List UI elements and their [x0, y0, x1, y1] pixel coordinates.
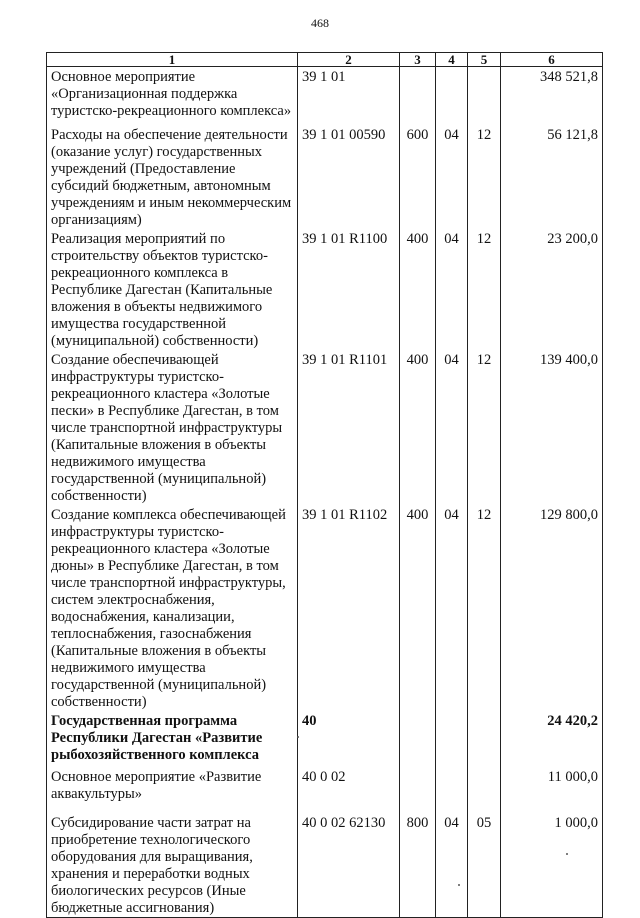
row-vr: 600 [400, 125, 436, 229]
table-row [47, 505, 603, 711]
table-row [47, 67, 603, 125]
row-amount: 23 200,0 [501, 229, 603, 350]
budget-table [46, 52, 603, 918]
row-rz [436, 711, 468, 767]
row-code: 39 1 01 R1100 [298, 229, 400, 350]
row-amount: 139 400,0 [501, 350, 603, 505]
row-name: Основное мероприятие «Организационная поддержка туристско-рекреационного комплекса» [47, 67, 298, 125]
header-row [47, 53, 603, 67]
scan-speck [458, 884, 460, 886]
row-amount: 24 420,2 [501, 711, 603, 767]
table-row [47, 229, 603, 350]
row-vr: 400 [400, 229, 436, 350]
row-name: Государственная программа Республики Дагестан «Развитие рыбохозяйственного комплекса [47, 711, 298, 767]
row-amount: 1 000,0 [501, 813, 603, 918]
row-pr [468, 67, 501, 125]
row-code: 39 1 01 [298, 67, 400, 125]
row-rz: 04 [436, 813, 468, 918]
row-vr [400, 767, 436, 813]
row-name: Субсидирование части затрат на приобретение технологического оборудования для выращивания, хранения и переработки водных биологических ресурсов (Иные бюджетные ассигнования) [47, 813, 298, 918]
row-name: Расходы на обеспечение деятельности (оказание услуг) государственных учреждений (Предоставление субсидий бюджетным, автономным учреждениям и иным некоммерческим организациям) [47, 125, 298, 229]
row-pr [468, 767, 501, 813]
header-col-4: 4 [436, 53, 468, 67]
table-row [47, 813, 603, 918]
row-vr: 400 [400, 350, 436, 505]
row-amount: 56 121,8 [501, 125, 603, 229]
row-vr [400, 67, 436, 125]
row-pr: 12 [468, 229, 501, 350]
scan-speck [566, 853, 568, 855]
page-number: 468 [311, 16, 329, 30]
row-rz: 04 [436, 350, 468, 505]
row-amount: 11 000,0 [501, 767, 603, 813]
row-pr [468, 711, 501, 767]
row-code: 40 [298, 711, 400, 767]
row-vr [400, 711, 436, 767]
row-code: 39 1 01 R1102 [298, 505, 400, 711]
row-amount: 348 521,8 [501, 67, 603, 125]
row-name: Создание комплекса обеспечивающей инфраструктуры туристско-рекреационного кластера «Золотые дюны» в Республике Дагестан, в том числе транспортной инфраструктуры, систем электроснабжения, водоснабжения, канализации, теплоснабжения, газоснабжения (Капитальные вложения в объекты недвижимого имущества государственной (муниципальной) собственности) [47, 505, 298, 711]
row-amount: 129 800,0 [501, 505, 603, 711]
row-rz [436, 67, 468, 125]
header-col-2: 2 [298, 53, 400, 67]
table-row [47, 125, 603, 229]
row-rz: 04 [436, 505, 468, 711]
row-name: Создание обеспечивающей инфраструктуры туристско-рекреационного кластера «Золотые пески» в Республике Дагестан, в том числе транспортной инфраструктуры (Капитальные вложения в объекты недвижимого имущества государственной (муниципальной) собственности) [47, 350, 298, 505]
header-col-6: 6 [501, 53, 603, 67]
row-vr: 800 [400, 813, 436, 918]
row-rz: 04 [436, 229, 468, 350]
row-code: 39 1 01 00590 [298, 125, 400, 229]
row-vr: 400 [400, 505, 436, 711]
row-pr: 12 [468, 125, 501, 229]
header-col-1: 1 [47, 53, 298, 67]
table-row-program [47, 711, 603, 767]
row-name: Основное мероприятие «Развитие аквакультуры» [47, 767, 298, 813]
header-col-5: 5 [468, 53, 501, 67]
row-pr: 12 [468, 350, 501, 505]
table-row [47, 350, 603, 505]
row-name: Реализация мероприятий по строительству объектов туристско-рекреационного комплекса в Республике Дагестан (Капитальные вложения в объекты недвижимого имущества государственной (муниципальной) собственности) [47, 229, 298, 350]
row-code: 40 0 02 [298, 767, 400, 813]
row-code: 40 0 02 62130 [298, 813, 400, 918]
scan-speck [297, 736, 299, 738]
row-pr: 05 [468, 813, 501, 918]
row-rz [436, 767, 468, 813]
table-row [47, 767, 603, 813]
header-col-3: 3 [400, 53, 436, 67]
row-rz: 04 [436, 125, 468, 229]
row-code: 39 1 01 R1101 [298, 350, 400, 505]
row-pr: 12 [468, 505, 501, 711]
